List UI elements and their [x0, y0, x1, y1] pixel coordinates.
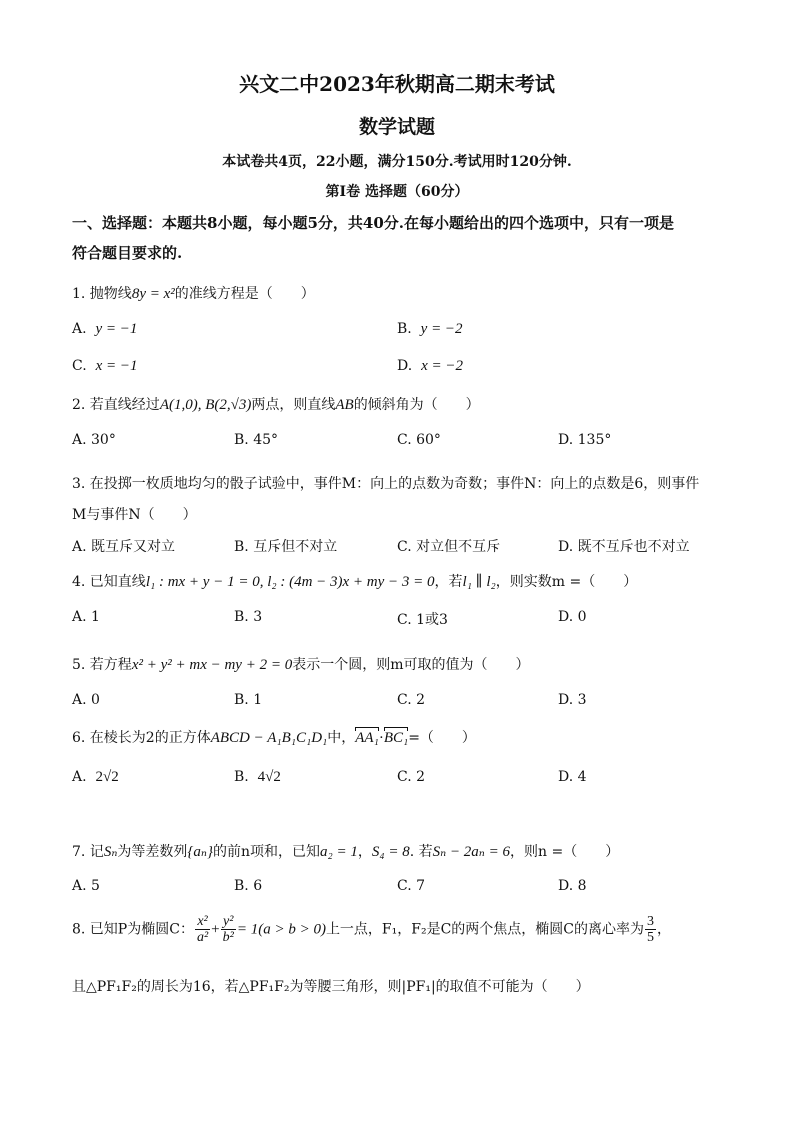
question-5: 5. 若方程x² + y² + mx − my + 2 = 0表示一个圆，则m可取的值为（ ） [72, 657, 530, 673]
q2-option-a: A. 30° [72, 432, 116, 448]
q7-option-c: C. 7 [397, 878, 426, 894]
question-8-line2: 且△PF₁F₂的周长为16，若△PF₁F₂为等腰三角形，则|PF₁|的取值不可能为（ ） [72, 979, 590, 995]
q4-option-c: C. 1或3 [397, 612, 448, 628]
question-2: 2. 若直线经过A(1,0), B(2,√3)两点，则直线AB的倾斜角为（ ） [72, 397, 480, 413]
question-3-line1: 3. 在投掷一枚质地均匀的骰子试验中，事件M：向上的点数为奇数；事件N：向上的点数是6，则事件 [72, 476, 700, 492]
q2-option-b: B. 45° [234, 432, 279, 448]
q3-option-b: B. 互斥但不对立 [234, 539, 338, 555]
q1-expr: 8y = x² [131, 286, 175, 302]
q2-option-c: C. 60° [397, 432, 441, 448]
q1-option-d: D. x = −2 [397, 358, 463, 374]
q8-fraction-x: $\frac{\text{x²}}{\text{a²}}$ [196, 914, 209, 945]
q3-option-c: C. 对立但不互斥 [397, 539, 501, 555]
part-heading: 第I卷 选择题（60分） [325, 184, 469, 200]
q3-option-d: D. 既不互斥也不对立 [558, 539, 690, 555]
q8-fraction-y: $\frac{\text{y²}}{\text{b²}}$ [222, 914, 234, 945]
q1-prefix: 1. 抛物线 [72, 286, 132, 302]
q6-cube: ABCD − A₁B₁C₁D₁ [210, 730, 328, 746]
q1-option-a: A. y = −1 [72, 321, 138, 337]
q5-option-a: A. 0 [72, 692, 100, 708]
q1-suffix: 的准线方程是（ ） [174, 286, 315, 302]
q5-option-b: B. 1 [234, 692, 263, 708]
question-3-line2: M与事件N（ ） [72, 507, 197, 523]
q7-option-a: A. 5 [72, 878, 100, 894]
section-heading-line2: 符合题目要求的. [72, 244, 183, 262]
q4-option-b: B. 3 [234, 609, 263, 625]
q1-option-b: B. y = −2 [397, 321, 463, 337]
q4-option-d: D. 0 [558, 609, 587, 625]
question-1 [72, 283, 315, 303]
q6-option-c: C. 2 [397, 769, 426, 785]
q5-equation: x² + y² + mx − my + 2 = 0 [131, 657, 293, 673]
q4-option-a: A. 1 [72, 609, 100, 625]
q5-option-c: C. 2 [397, 692, 426, 708]
q4-lines: l₁ : mx + y − 1 = 0, l₂ : (4m − 3)x + my − 3 = 0 [145, 574, 435, 590]
q6-vector-bc1: BC₁ [383, 730, 409, 746]
q6-vector-aa1: AA₁ [355, 730, 379, 746]
exam-info: 本试卷共4页，22小题，满分150分.考试用时120分钟. [222, 154, 572, 170]
q6-option-b: B. 4√2 [234, 769, 281, 785]
q5-option-d: D. 3 [558, 692, 587, 708]
question-7: 7. 记Sₙ为等差数列{aₙ}的前n项和，已知a₂ = 1，S₄ = 8. 若Sₙ − 2aₙ = 6，则n =（ ） [72, 844, 620, 860]
q8-eccentricity: $\frac{3}{5}$ [647, 914, 655, 945]
exam-subtitle: 数学试题 [358, 116, 435, 138]
q7-option-b: B. 6 [234, 878, 263, 894]
exam-title: 兴文二中2023年秋期高二期末考试 [239, 72, 555, 96]
q2-option-d: D. 135° [558, 432, 612, 448]
q3-option-a: A. 既互斥又对立 [72, 539, 176, 555]
q6-option-d: D. 4 [558, 769, 587, 785]
q6-option-a: A. 2√2 [72, 769, 119, 785]
section-heading-line1: 一、选择题：本题共8小题，每小题5分，共40分.在每小题给出的四个选项中，只有一项是 [72, 214, 674, 232]
q1-option-c: C. x = −1 [72, 358, 138, 374]
question-8-line1: 8. 已知P为椭圆C： $\frac{\text{x²}}{\text{a²}}$ + $\frac{\text{y²}}{\text{b²}}$ = 1(a > b > 0)上一点，F₁，F₂是C的两个焦点，椭圆C的离心率为 $\frac{3}{5}$ ， [72, 914, 672, 945]
question-6: 6. 在棱长为2的正方体ABCD − A₁B₁C₁D₁中，AA₁·BC₁=（ ） [72, 730, 476, 746]
q2-points: A(1,0), B(2,√3) [159, 397, 252, 413]
question-4: 4. 已知直线l₁ : mx + y − 1 = 0, l₂ : (4m − 3)x + my − 3 = 0，若l₁ ∥ l₂，则实数m =（ ） [72, 574, 638, 590]
q7-option-d: D. 8 [558, 878, 587, 894]
